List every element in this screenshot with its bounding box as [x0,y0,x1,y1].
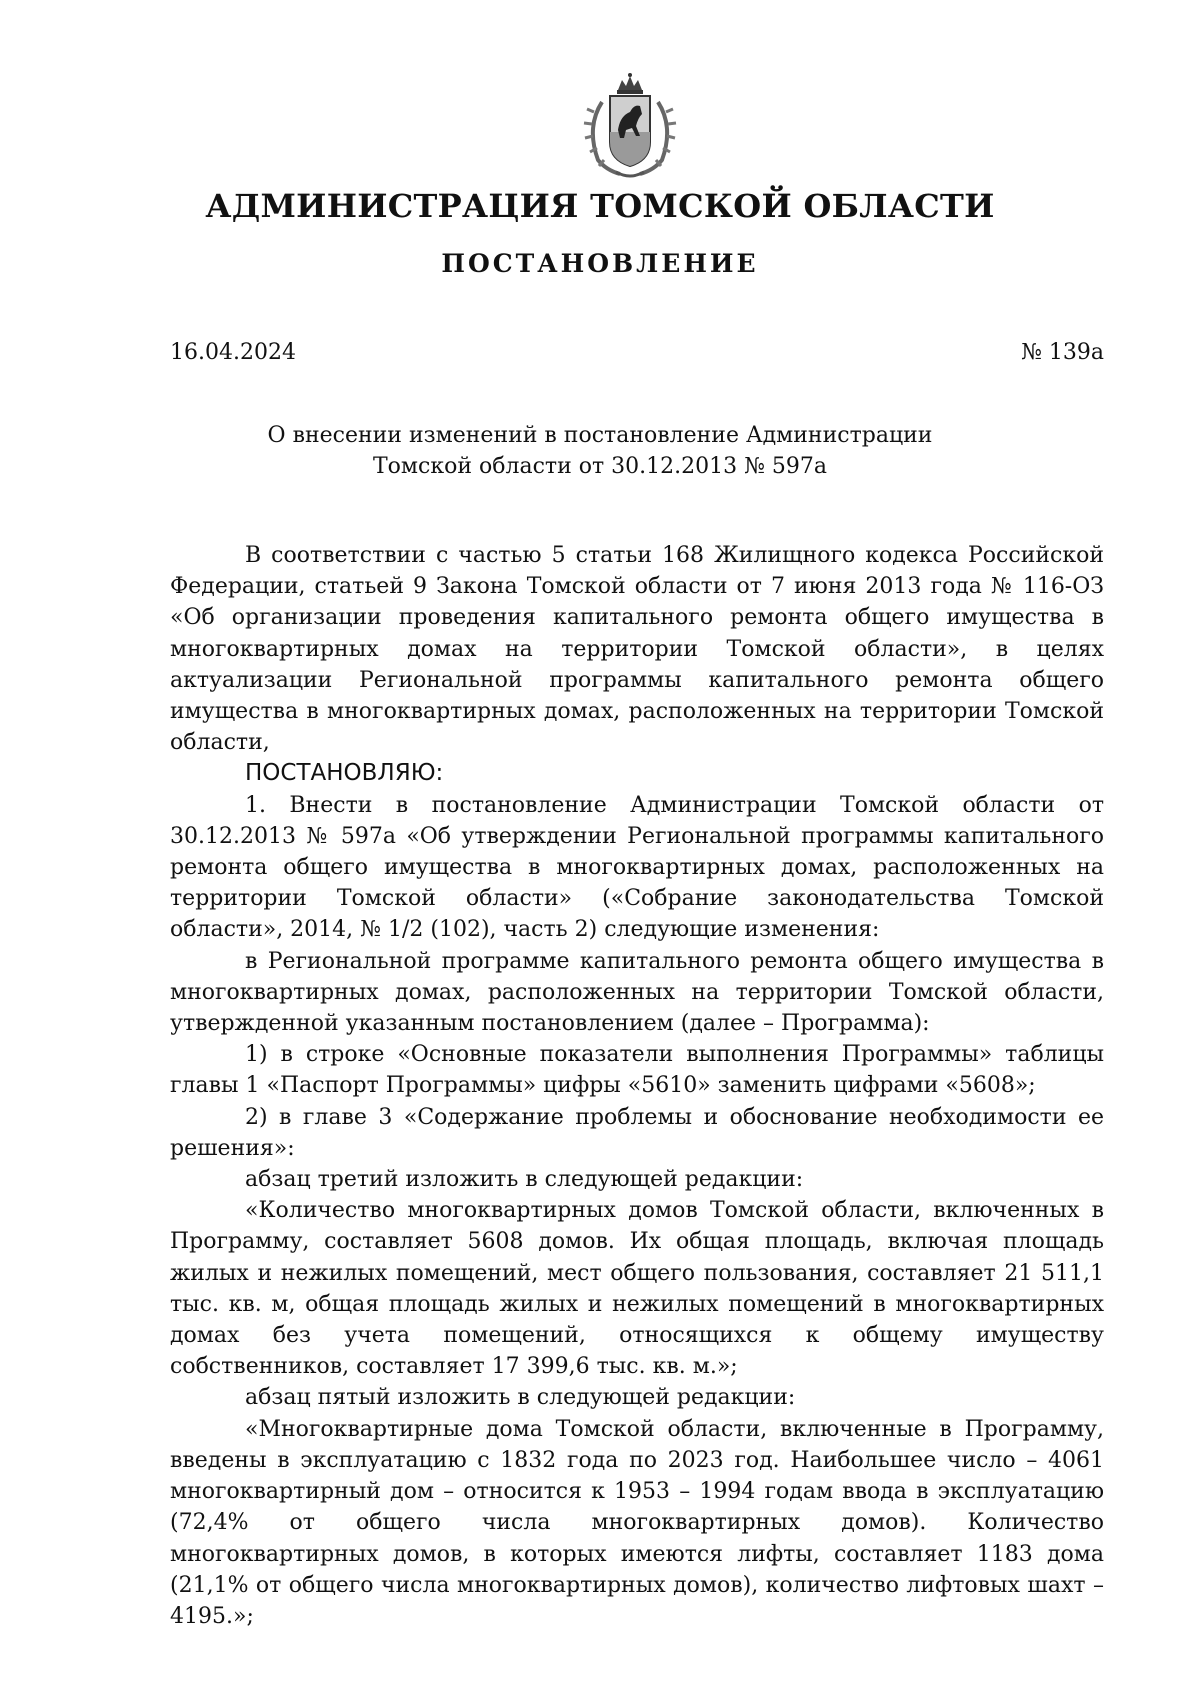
subject-line: О внесении изменений в постановление Администрации [267,423,933,448]
decree-word: ПОСТАНОВЛЯЮ: [245,760,444,787]
body-paragraph: «Количество многоквартирных домов Томской области, включенных в Программу, составляет 5608 домов. Их общая площадь, включая площадь жилых и нежилых помещений, мест общего пользования, составляет 21 511,1 тыс. кв. м, общая площадь жилых и нежилых помещений в многоквартирных домах без учета помещений, относящихся к общему имуществу собственников, составляет 17 399,6 тыс. кв. м.»; [170,1198,1104,1380]
document-date: 16.04.2024 [170,340,296,365]
tomsk-oblast-coat-of-arms-icon [580,72,680,182]
body-paragraph: абзац третий изложить в следующей редакции: [245,1167,804,1193]
body-paragraph: 1. Внести в постановление Администрации Томской области от 30.12.2013 № 597а «Об утверждении Региональной программы капитального ремонта общего имущества в многоквартирных домах, расположенных на территории Томской области» («Собрание законодательства Томской области», 2014, № 1/2 (102), часть 2) следующие изменения: [170,792,1104,943]
document-subject [0,420,1200,482]
body-paragraph: в Региональной программе капитального ремонта общего имущества в многоквартирных домах, расположенных на территории Томской области, утвержденной указанным постановлением (далее – Программа): [170,948,1104,1037]
subject-line: Томской области от 30.12.2013 № 597а [372,454,828,479]
body-paragraph: «Многоквартирные дома Томской области, включенные в Программу, введены в эксплуатацию с 1832 года по 2023 год. Наибольшее число – 4061 многоквартирный дом – относится к 1953 – 1994 годам ввода в эксплуатацию (72,4% от общего числа многоквартирных домов). Количество многоквартирных домов, в которых имеются лифты, составляет 1183 дома (21,1% от общего числа многоквартирных домов), количество лифтовых шахт – 4195.»; [170,1416,1104,1629]
body-paragraph: 2) в главе 3 «Содержание проблемы и обоснование необходимости ее решения»: [170,1104,1104,1161]
organization-title: АДМИНИСТРАЦИЯ ТОМСКОЙ ОБЛАСТИ [205,187,995,225]
preamble-paragraph: В соответствии с частью 5 статьи 168 Жилищного кодекса Российской Федерации, статьей 9 Закона Томской области от 7 июня 2013 года № 116-ОЗ «Об организации проведения капитального ремонта общего имущества в многоквартирных домах на территории Томской области», в целях актуализации Региональной программы капитального ремонта общего имущества в многоквартирных домах, расположенных на территории Томской области, [170,543,1104,756]
document-number: № 139а [1021,340,1104,365]
document-body [170,540,1104,1632]
body-paragraph: 1) в строке «Основные показатели выполнения Программы» таблицы главы 1 «Паспорт Программы» цифры «5610» заменить цифрами «5608»; [170,1042,1104,1099]
document-type-heading: ПОСТАНОВЛЕНИЕ [441,249,759,278]
body-paragraph: абзац пятый изложить в следующей редакции: [245,1385,796,1411]
